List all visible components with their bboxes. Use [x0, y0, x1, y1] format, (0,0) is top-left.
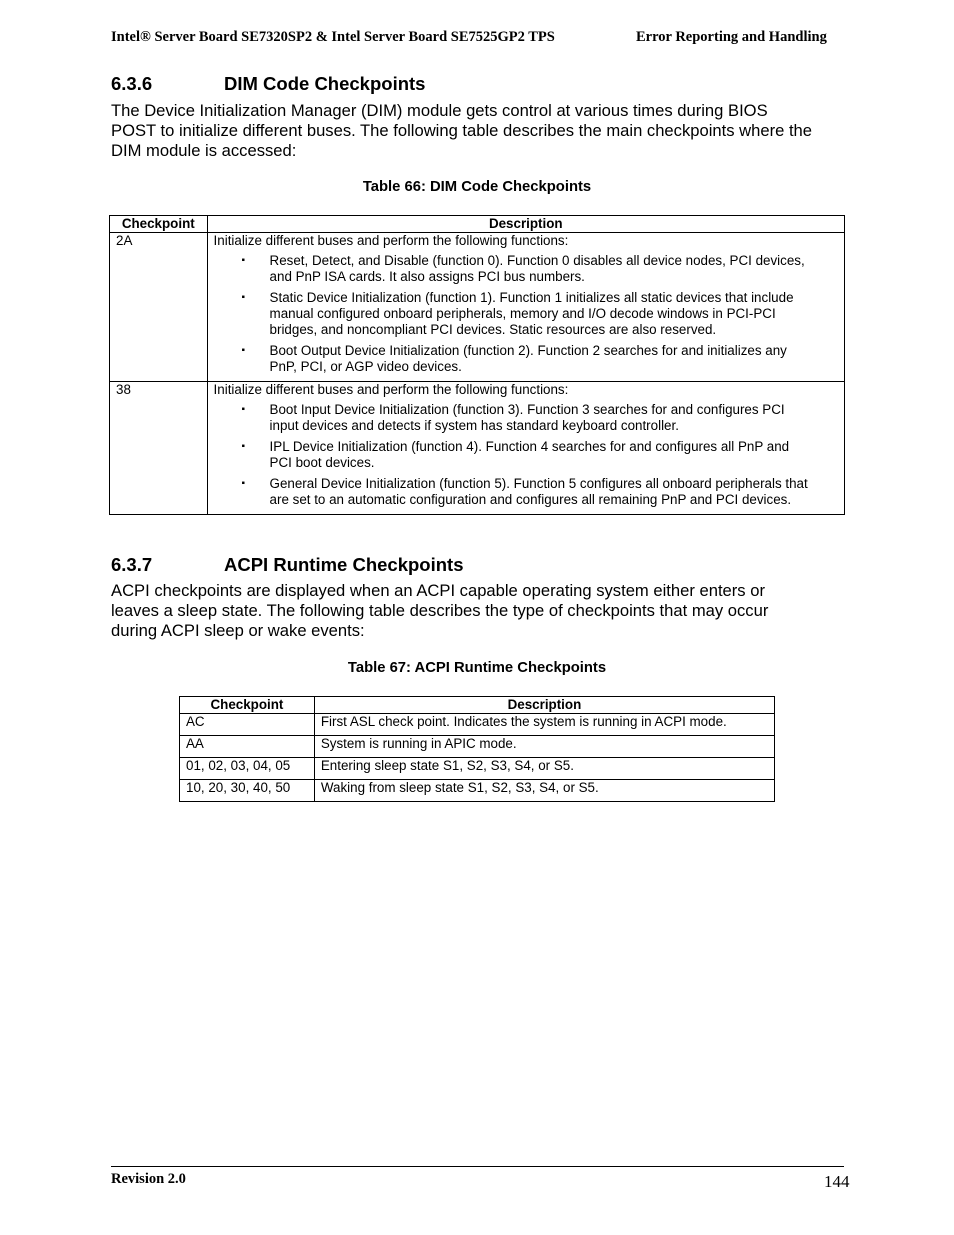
list-item-line: are set to an automatic configuration and configures all remaining PnP and PCI devices. — [269, 492, 792, 507]
checkpoint-cell: AA — [180, 736, 315, 758]
list-item — [214, 290, 838, 338]
column-header-checkpoint: Checkpoint — [180, 697, 315, 714]
list-item — [214, 253, 838, 285]
paragraph-line: ACPI checkpoints are displayed when an ACPI capable operating system either enters or — [111, 581, 765, 600]
list-item-line: PnP, PCI, or AGP video devices. — [269, 359, 462, 374]
list-item-line: General Device Initialization (function 5). Function 5 configures all onboard peripherals that — [269, 476, 808, 491]
footer-revision: Revision 2.0 — [111, 1171, 186, 1187]
description-cell: Waking from sleep state S1, S2, S3, S4, or S5. — [314, 780, 774, 802]
table-67-caption: Table 67: ACPI Runtime Checkpoints — [347, 660, 607, 676]
list-item-line: bridges, and noncompliant PCI devices. Static resources are also reserved. — [269, 322, 717, 337]
acpi-checkpoints-table — [179, 696, 775, 802]
table-row — [180, 736, 775, 758]
bullet-icon: ▪ — [241, 441, 246, 452]
page-number: 144 — [824, 1172, 850, 1191]
section-heading-636 — [111, 73, 425, 95]
section-title: DIM Code Checkpoints — [224, 73, 426, 94]
list-item-line: Boot Input Device Initialization (function 3). Function 3 searches for and configures PCI — [269, 402, 785, 417]
table-66-caption: Table 66: DIM Code Checkpoints — [362, 179, 592, 195]
list-item — [214, 402, 838, 434]
paragraph-line: leaves a sleep state. The following table describes the type of checkpoints that may occur — [111, 601, 769, 620]
bullet-icon: ▪ — [241, 292, 246, 303]
section-heading-637 — [111, 554, 464, 576]
list-item-line: Boot Output Device Initialization (function 2). Function 2 searches for and initializes any — [269, 343, 787, 358]
section-number: 6.3.7 — [111, 554, 153, 575]
list-item — [214, 343, 838, 375]
table-row — [180, 780, 775, 802]
running-header-chapter: Error Reporting and Handling — [636, 29, 827, 45]
list-item — [214, 476, 838, 508]
checkpoint-cell: 2A — [110, 233, 208, 382]
bullet-list — [214, 253, 838, 375]
description-intro: Initialize different buses and perform the following functions: — [213, 382, 569, 397]
description-cell: Entering sleep state S1, S2, S3, S4, or S5. — [314, 758, 774, 780]
checkpoint-cell: 10, 20, 30, 40, 50 — [180, 780, 315, 802]
table-header-row — [110, 216, 845, 233]
paragraph-line: during ACPI sleep or wake events: — [111, 621, 365, 640]
list-item-line: manual configured onboard peripherals, memory and I/O decode windows in PCI-PCI — [269, 306, 776, 321]
list-item-line: Reset, Detect, and Disable (function 0). Function 0 disables all device nodes, PCI devices, — [269, 253, 805, 268]
list-item-line: PCI boot devices. — [269, 455, 375, 470]
table-row — [110, 382, 845, 515]
dim-checkpoints-table — [109, 215, 845, 515]
description-cell: System is running in APIC mode. — [314, 736, 774, 758]
table-header-row — [180, 697, 775, 714]
running-header-title: Intel® Server Board SE7320SP2 & Intel Server Board SE7525GP2 TPS — [111, 29, 555, 45]
table-row — [110, 233, 845, 382]
description-cell — [207, 233, 844, 382]
bullet-icon: ▪ — [241, 404, 246, 415]
column-header-description: Description — [314, 697, 774, 714]
section-number: 6.3.6 — [111, 73, 153, 94]
bullet-icon: ▪ — [241, 255, 246, 266]
list-item — [214, 439, 838, 471]
column-header-description: Description — [207, 216, 844, 233]
description-cell: First ASL check point. Indicates the system is running in ACPI mode. — [314, 714, 774, 736]
bullet-list — [214, 402, 838, 508]
list-item-line: input devices and detects if system has standard keyboard controller. — [269, 418, 679, 433]
footer-divider — [111, 1166, 844, 1167]
paragraph-line: The Device Initialization Manager (DIM) module gets control at various times during BIOS — [111, 101, 768, 120]
bullet-icon: ▪ — [241, 345, 246, 356]
section-636-paragraph — [111, 101, 851, 161]
paragraph-line: POST to initialize different buses. The following table describes the main checkpoints where the — [111, 121, 813, 140]
column-header-checkpoint: Checkpoint — [110, 216, 208, 233]
checkpoint-cell: 01, 02, 03, 04, 05 — [180, 758, 315, 780]
list-item-line: Static Device Initialization (function 1). Function 1 initializes all static devices that include — [269, 290, 794, 305]
paragraph-line: DIM module is accessed: — [111, 141, 297, 160]
list-item-line: and PnP ISA cards. It also assigns PCI bus numbers. — [269, 269, 585, 284]
checkpoint-cell: 38 — [110, 382, 208, 515]
section-title: ACPI Runtime Checkpoints — [224, 554, 464, 575]
table-row — [180, 758, 775, 780]
table-row — [180, 714, 775, 736]
description-cell — [207, 382, 844, 515]
list-item-line: IPL Device Initialization (function 4). Function 4 searches for and configures all PnP and — [269, 439, 790, 454]
bullet-icon: ▪ — [241, 478, 246, 489]
section-637-paragraph — [111, 581, 851, 641]
description-intro: Initialize different buses and perform the following functions: — [213, 233, 569, 248]
checkpoint-cell: AC — [180, 714, 315, 736]
